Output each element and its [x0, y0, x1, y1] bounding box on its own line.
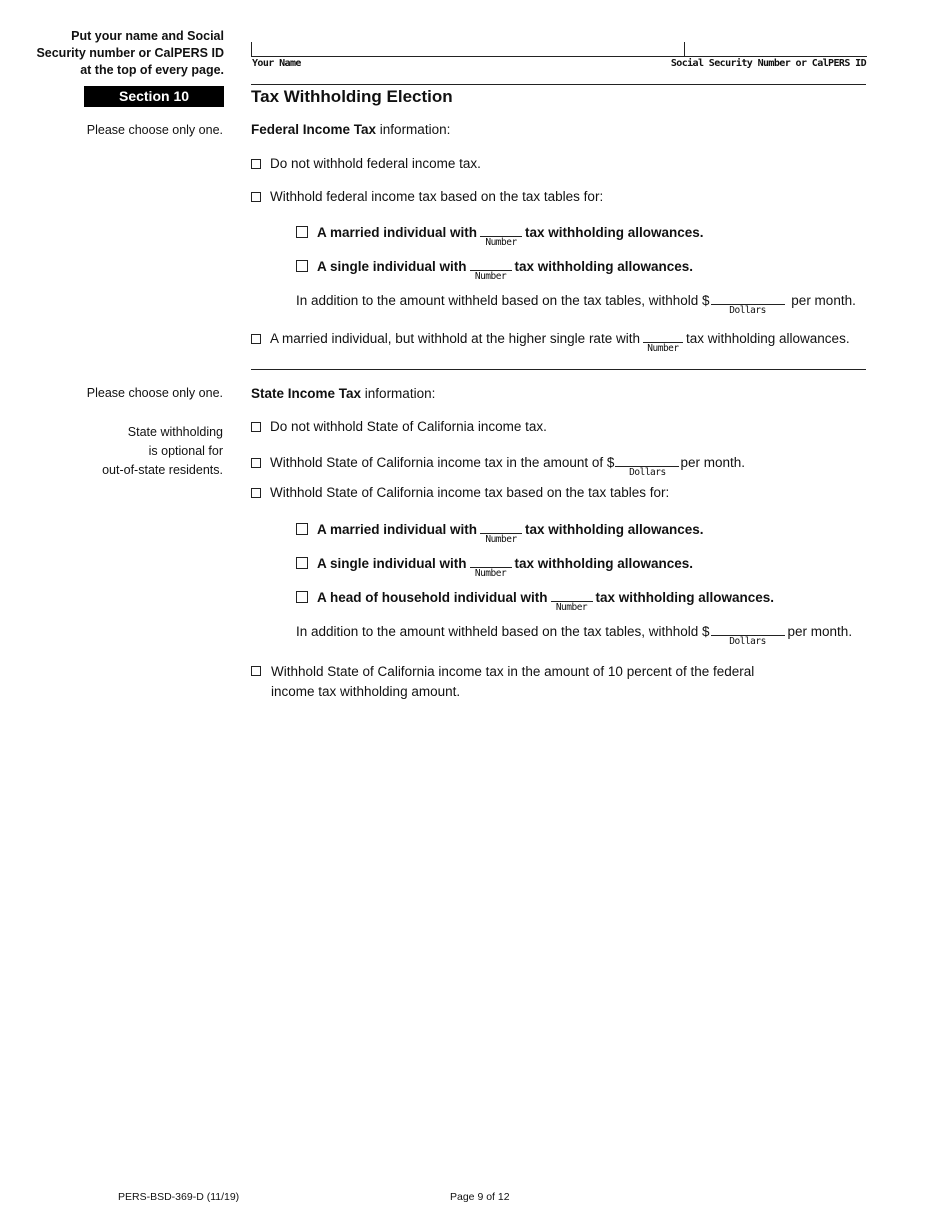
number-caption: Number — [485, 534, 517, 545]
federal-tables-checkbox[interactable] — [251, 192, 261, 202]
federal-heading-bold: Federal Income Tax — [251, 122, 377, 137]
section-divider — [251, 369, 866, 370]
federal-single-option — [296, 256, 694, 282]
state-option-no-withhold — [251, 418, 547, 436]
state-hoh-post: tax withholding allowances. — [595, 590, 775, 605]
state-optional-note-line3: out-of-state residents. — [102, 463, 223, 477]
number-caption: Number — [555, 602, 588, 613]
state-hoh-option — [296, 587, 775, 613]
state-tables-label: Withhold State of California income tax based on the tax tables for: — [270, 485, 670, 500]
federal-additional-row — [296, 290, 856, 316]
state-option-tables — [251, 484, 669, 502]
page-number: Page 9 of 12 — [450, 1191, 510, 1203]
your-name-label: Your Name — [252, 58, 301, 69]
state-heading-bold: State Income Tax — [251, 386, 362, 401]
state-married-pre: A married individual with — [317, 522, 478, 537]
federal-higher-rate-option — [251, 328, 850, 354]
state-no-withhold-checkbox[interactable] — [251, 422, 261, 432]
state-single-pre: A single individual with — [317, 556, 467, 571]
federal-tables-label: Withhold federal income tax based on the tax tables for: — [270, 189, 604, 204]
section-tab: Section 10 — [84, 86, 224, 107]
federal-higher-rate-checkbox[interactable] — [251, 334, 261, 344]
dollars-caption: Dollars — [629, 467, 666, 478]
ssn-label: Social Security Number or CalPERS ID — [670, 58, 866, 69]
state-single-checkbox[interactable] — [296, 557, 308, 569]
state-amount-pre: Withhold State of California income tax in the amount of $ — [270, 455, 615, 470]
federal-single-pre: A single individual with — [317, 259, 467, 274]
state-additional-pre: In addition to the amount withheld based on the tax tables, withhold $ — [296, 624, 710, 639]
federal-married-post: tax withholding allowances. — [525, 225, 704, 240]
state-optional-note-line2: is optional for — [148, 444, 223, 458]
number-caption: Number — [474, 568, 507, 579]
dollars-caption: Dollars — [729, 636, 766, 647]
federal-option-tables — [251, 188, 603, 206]
state-optional-note-line1: State withholding — [127, 425, 223, 439]
federal-higher-rate-allowances-input[interactable] — [643, 328, 683, 354]
federal-heading — [251, 121, 450, 139]
federal-higher-rate-post: tax withholding allowances. — [685, 331, 850, 346]
state-single-post: tax withholding allowances. — [514, 556, 694, 571]
state-hoh-pre: A head of household individual with — [317, 590, 548, 605]
state-hoh-allowances-input[interactable] — [551, 587, 593, 613]
state-single-allowances-input[interactable] — [470, 553, 512, 579]
federal-married-checkbox[interactable] — [296, 226, 308, 238]
number-caption: Number — [485, 237, 517, 248]
federal-additional-dollars-input[interactable] — [711, 290, 785, 316]
form-id: PERS-BSD-369-D (11/19) — [118, 1191, 240, 1203]
state-married-post: tax withholding allowances. — [525, 522, 704, 537]
federal-single-checkbox[interactable] — [296, 260, 308, 272]
federal-additional-post: per month. — [791, 293, 856, 308]
federal-option-no-withhold — [251, 155, 481, 173]
state-heading-rest: information: — [361, 386, 436, 401]
federal-married-allowances-input[interactable] — [480, 222, 522, 248]
state-additional-post: per month. — [787, 624, 853, 639]
state-married-option — [296, 519, 704, 545]
federal-heading-rest: information: — [376, 122, 451, 137]
state-ten-percent-label: Withhold State of California income tax in the amount of 10 percent of the federal income tax withholding amount. — [271, 664, 755, 699]
federal-no-withhold-label: Do not withhold federal income tax. — [270, 156, 481, 171]
top-instruction: Put your name and Social Security number or CalPERS ID at the top of every page. — [36, 29, 224, 77]
federal-side-note: Please choose only one. — [86, 123, 223, 137]
state-married-checkbox[interactable] — [296, 523, 308, 535]
state-hoh-checkbox[interactable] — [296, 591, 308, 603]
federal-higher-rate-pre: A married individual, but withhold at the higher single rate with — [270, 331, 640, 346]
state-ten-percent-checkbox[interactable] — [251, 666, 261, 676]
state-tables-checkbox[interactable] — [251, 488, 261, 498]
number-caption: Number — [474, 271, 507, 282]
state-amount-post: per month. — [680, 455, 745, 470]
state-additional-dollars-input[interactable] — [711, 621, 785, 647]
state-heading — [251, 385, 435, 403]
state-amount-dollars-input[interactable] — [615, 452, 679, 478]
state-additional-row — [296, 621, 853, 647]
number-caption: Number — [647, 343, 679, 354]
federal-no-withhold-checkbox[interactable] — [251, 159, 261, 169]
state-optional-note — [30, 423, 223, 480]
federal-single-allowances-input[interactable] — [470, 256, 512, 282]
federal-married-option — [296, 222, 704, 248]
state-option-amount — [251, 452, 745, 478]
state-ten-percent-option — [251, 662, 791, 702]
federal-single-post: tax withholding allowances. — [514, 259, 694, 274]
ssn-field[interactable] — [684, 42, 867, 57]
state-single-option — [296, 553, 694, 579]
state-side-note: Please choose only one. — [86, 386, 223, 400]
state-no-withhold-label: Do not withhold State of California income tax. — [270, 419, 547, 434]
federal-married-pre: A married individual with — [317, 225, 478, 240]
your-name-field[interactable] — [251, 42, 685, 57]
header-divider — [251, 84, 866, 85]
dollars-caption: Dollars — [729, 305, 766, 316]
section-title: Tax Withholding Election — [251, 87, 453, 106]
state-amount-checkbox[interactable] — [251, 458, 261, 468]
federal-additional-pre: In addition to the amount withheld based on the tax tables, withhold $ — [296, 293, 710, 308]
state-married-allowances-input[interactable] — [480, 519, 522, 545]
